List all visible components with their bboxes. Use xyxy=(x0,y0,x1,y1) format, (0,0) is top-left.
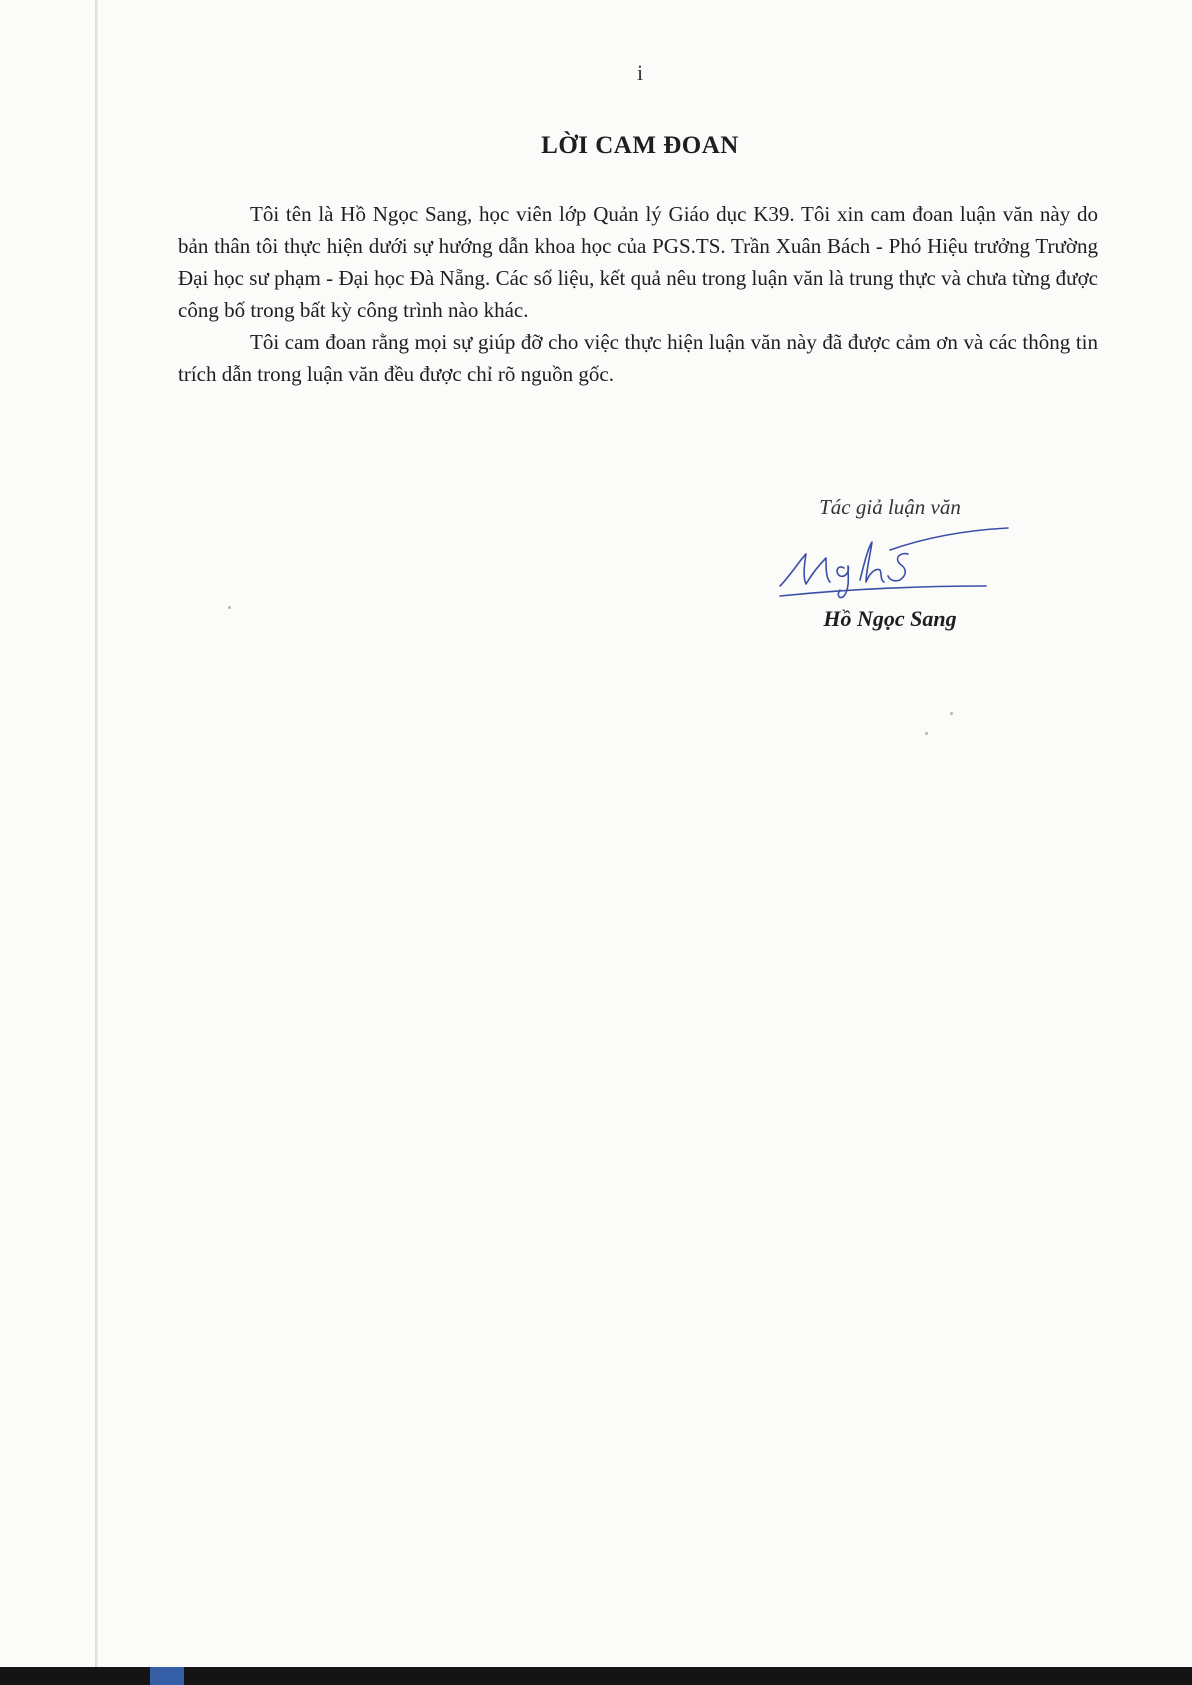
declaration-paragraph: Tôi tên là Hồ Ngọc Sang, học viên lớp Quản lý Giáo dục K39. Tôi xin cam đoan luận văn này do bản thân tôi thực hiện dưới sự hướng dẫn khoa học của PGS.TS. Trần Xuân Bách - Phó Hiệu trưởng Trường Đại học sư phạm - Đại học Đà Nẵng. Các số liệu, kết quả nêu trong luận văn là trung thực và chưa từng được công bố trong bất kỳ công trình nào khác. xyxy=(178,202,1098,322)
scan-speck xyxy=(228,606,231,609)
signature-name: Hồ Ngọc Sang xyxy=(823,606,957,631)
scan-speck xyxy=(925,732,928,735)
scan-speck xyxy=(950,712,953,715)
scan-color-marker xyxy=(150,1667,184,1685)
page-number: i xyxy=(636,60,644,85)
signature-block xyxy=(760,495,1020,632)
page-title: LỜI CAM ĐOAN xyxy=(541,132,739,159)
binding-edge xyxy=(95,0,98,1685)
scan-bottom-edge xyxy=(0,1667,1192,1685)
declaration-body xyxy=(178,198,1098,390)
declaration-paragraph: Tôi cam đoan rằng mọi sự giúp đỡ cho việc thực hiện luận văn này đã được cảm ơn và các thông tin trích dẫn trong luận văn đều được chỉ rõ nguồn gốc. xyxy=(178,330,1098,386)
handwritten-signature xyxy=(760,524,1020,604)
signature-role: Tác giả luận văn xyxy=(819,495,961,519)
